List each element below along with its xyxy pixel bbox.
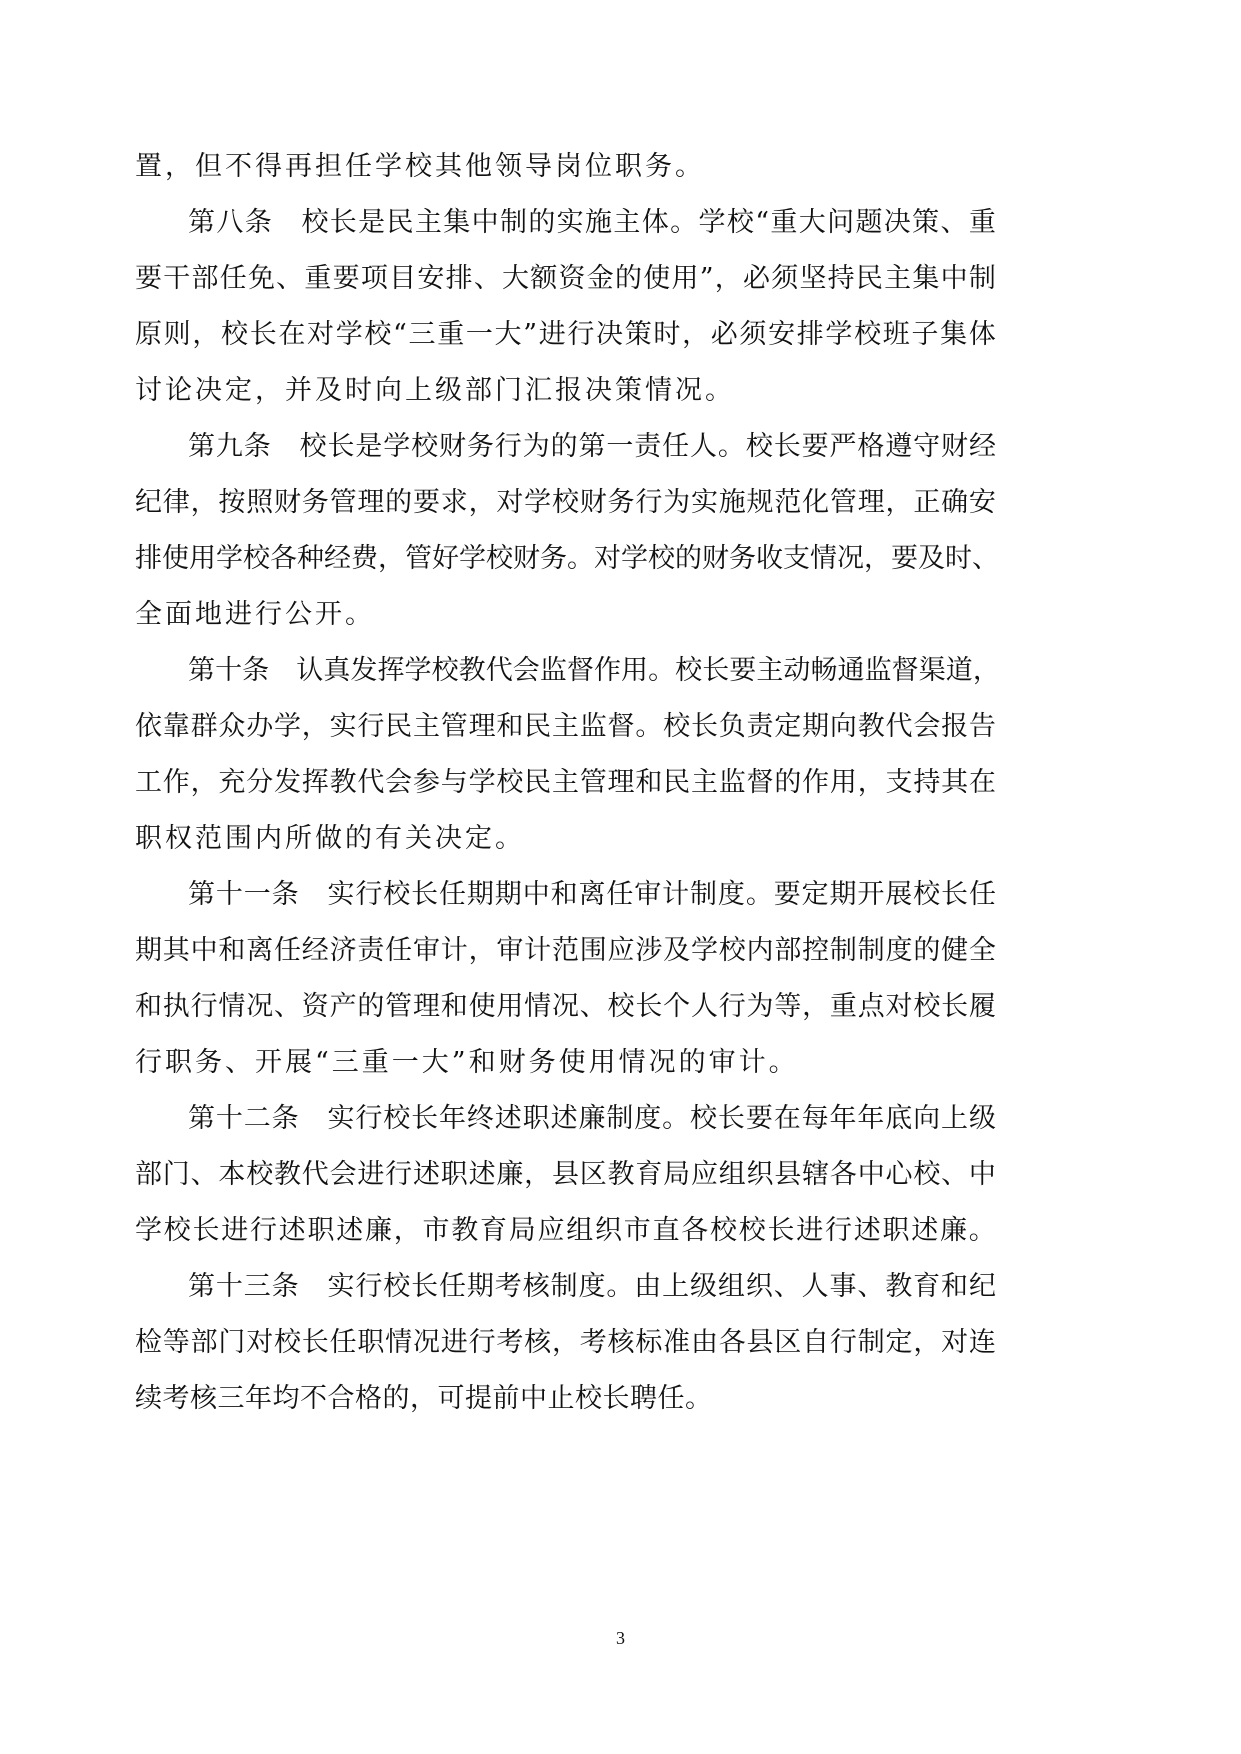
text-line: 纪 律 ， 按 照 财 务 管 理 的 要 求 ， 对 学 校 财 务 行 为 实 施 规 范 化 管 理 ， 正 确 安 xyxy=(135,487,996,518)
text-line: 排 使 用 学 校 各 种 经 费 ， 管 好 学 校 财 务 。 对 学 校 的 财 务 收 支 情 况 ， 要 及 时 、 xyxy=(135,543,999,574)
text-line: 学 校 长 进 行 述 职 述 廉 ， 市 教 育 局 应 组 织 市 直 各 校 校 长 进 行 述 职 述 廉 。 xyxy=(135,1215,996,1246)
text-line: 全面地进行公开。 xyxy=(135,599,375,630)
page-number: 3 xyxy=(616,1628,625,1648)
text-line: 第 九 条 校 长 是 学 校 财 务 行 为 的 第 一 责 任 人 。 校 长 要 严 格 遵 守 财 经 xyxy=(188,431,996,462)
text-line: 部 门 、 本 校 教 代 会 进 行 述 职 述 廉 ， 县 区 教 育 局 应 组 织 县 辖 各 中 心 校 、 中 xyxy=(135,1159,996,1190)
text-line: 原 则 ， 校 长 在 对 学 校 “ 三 重 一 大 ” 进 行 决 策 时 ， 必 须 安 排 学 校 班 子 集 体 xyxy=(135,319,996,350)
text-line: 第 十 一 条 实 行 校 长 任 期 期 中 和 离 任 审 计 制 度 。 要 定 期 开 展 校 长 任 xyxy=(188,879,996,910)
text-line: 要 干 部 任 免 、 重 要 项 目 安 排 、 大 额 资 金 的 使 用 ” ， 必 须 坚 持 民 主 集 中 制 xyxy=(135,263,996,294)
text-line: 续 考 核 三 年 均 不 合 格 的 ， 可 提 前 中 止 校 长 聘 任 。 xyxy=(135,1383,712,1414)
text-line: 依 靠 群 众 办 学 ， 实 行 民 主 管 理 和 民 主 监 督 。 校 长 负 责 定 期 向 教 代 会 报 告 xyxy=(135,711,996,742)
text-line: 讨论决定，并及时向上级部门汇报决策情况。 xyxy=(135,375,735,406)
text-line: 第 八 条 校 长 是 民 主 集 中 制 的 实 施 主 体 。 学 校 “ 重 大 问 题 决 策 、 重 xyxy=(188,207,996,238)
text-line: 第 十 三 条 实 行 校 长 任 期 考 核 制 度 。 由 上 级 组 织 、 人 事 、 教 育 和 纪 xyxy=(188,1271,996,1302)
text-line: 第 十 条 认 真 发 挥 学 校 教 代 会 监 督 作 用 。 校 长 要 主 动 畅 通 监 督 渠 道 ， xyxy=(188,655,1000,686)
text-line: 检 等 部 门 对 校 长 任 职 情 况 进 行 考 核 ， 考 核 标 准 由 各 县 区 自 行 制 定 ， 对 连 xyxy=(135,1327,996,1358)
text-line: 置，但不得再担任学校其他领导岗位职务。 xyxy=(135,151,705,182)
text-line: 职权范围内所做的有关决定。 xyxy=(135,823,525,854)
text-line: 和 执 行 情 况 、 资 产 的 管 理 和 使 用 情 况 、 校 长 个 人 行 为 等 ， 重 点 对 校 长 履 xyxy=(135,991,996,1022)
text-line: 工 作 ， 充 分 发 挥 教 代 会 参 与 学 校 民 主 管 理 和 民 主 监 督 的 作 用 ， 支 持 其 在 xyxy=(135,767,996,798)
text-line: 第 十 二 条 实 行 校 长 年 终 述 职 述 廉 制 度 。 校 长 要 在 每 年 年 底 向 上 级 xyxy=(188,1103,996,1134)
text-line: 行职务、开展“三重一大”和财务使用情况的审计。 xyxy=(135,1047,799,1078)
text-line: 期 其 中 和 离 任 经 济 责 任 审 计 ， 审 计 范 围 应 涉 及 学 校 内 部 控 制 制 度 的 健 全 xyxy=(135,935,996,966)
